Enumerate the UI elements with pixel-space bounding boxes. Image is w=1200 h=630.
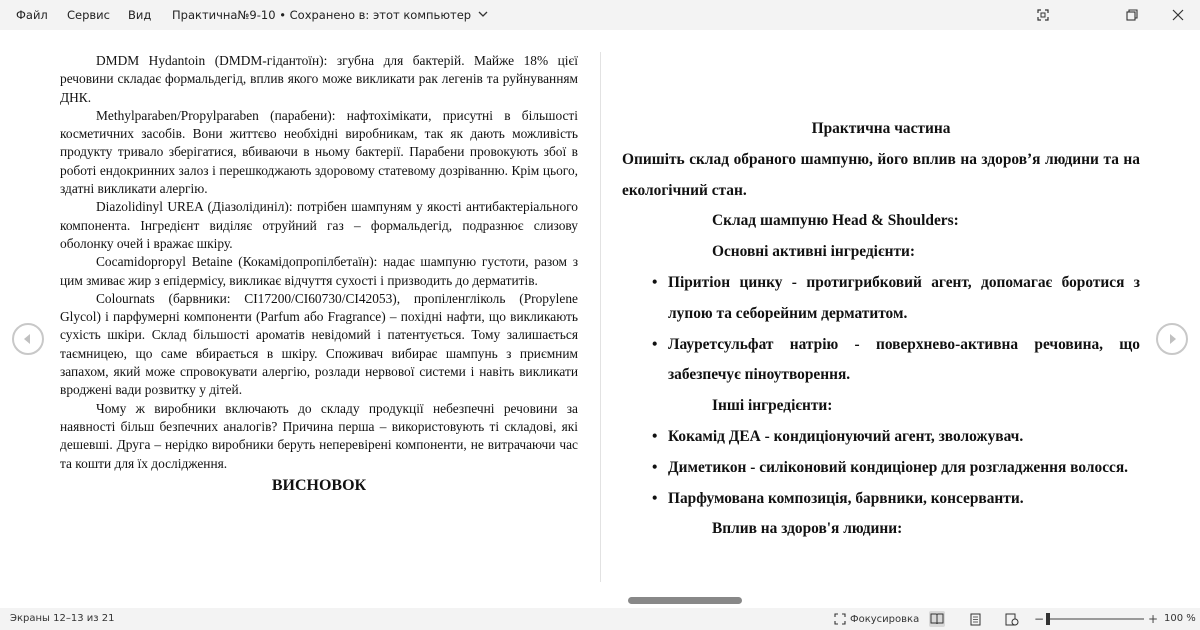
conclusion-heading: ВИСНОВОК [271, 476, 367, 494]
next-page-icon [1166, 333, 1178, 345]
list-item: • Піритіон цинку - протигрибковий агент, допомагає боротися з лупою та себорейним дерматитом. [654, 268, 1140, 330]
zoom-slider-track[interactable] [1046, 618, 1144, 620]
print-layout-button[interactable] [967, 611, 983, 627]
paragraph: Colournats (барвники: CI17200/CI60730/CI42053), пропіленгліколь (Propylene Glycol) і парфумерні компоненти (Parfum або Fragrance) – похідні нафти, що викликають сухість шкіри. Склад більшості ароматів невідомий і патентується. Тому залишається таємницею, що саме вбирається в шкіру. Споживач вибирає шампунь з приємним запахом, який може спровокувати алергію, розлади нервової системи і навіть викликати вроджені вади розвитку у дітей. [60, 290, 578, 398]
screen-counter: Экраны 12–13 из 21 [10, 613, 115, 624]
active-ingredients-list [622, 268, 1140, 391]
prev-page-icon [22, 333, 34, 345]
fullscreen-button[interactable] [1020, 0, 1066, 30]
next-page-button[interactable] [1156, 323, 1188, 355]
right-page [622, 114, 1140, 545]
document-title-text: Практична№9-10 • Сохранено в: этот компьютер [172, 8, 472, 22]
close-icon [1172, 9, 1184, 21]
other-ingredients-list [622, 422, 1140, 514]
list-item: • Кокамід ДЕА - кондиціонуючий агент, зволожувач. [654, 422, 1140, 453]
prev-page-button[interactable] [12, 323, 44, 355]
print-layout-icon [970, 613, 981, 626]
status-bar [0, 608, 1200, 630]
document-view [0, 30, 1200, 596]
section-heading: Практична частина [811, 120, 951, 137]
paragraph: Diazolidinyl UREA (Діазолідиніл): потрібен шампуням у якості антибактеріального компонента. Інгредієнт виділяє отруйний газ – формальдегід, подразнює слизову оболонку очей і вражає шкіру. [60, 199, 578, 251]
list-item: • Парфумована композиція, барвники, консерванти. [654, 484, 1140, 515]
read-mode-icon [930, 613, 944, 625]
web-layout-button[interactable] [1004, 611, 1020, 627]
title-bar [0, 0, 1200, 30]
paragraph: DMDM Hydantoin (DMDM-гідантоїн): згубна для бактерій. Майже 18% цієї речовини складає формальдегід, вплив якого може викликати рак легенів та руйнуванням ДНК. [60, 53, 578, 105]
paragraph: Methylparaben/Propylparaben (парабени): нафтохімікати, присутні в більшості косметичних засобів. Вони життєво необхідні виробникам, так як дають можливість продукту тривало зберігатися, вбиваючи в ньому бактерії. Парабени провокують збої в роботі ендокринних залоз і перешкоджають здоровому статевому дозріванню. Крім цього, здатні викликати алергію. [60, 107, 578, 197]
active-ingredients-title: Основні активні інгредієнти: [712, 243, 916, 261]
task-text: Опишіть склад обраного шампуню, його вплив на здоров’я людини та на екологічний стан. [622, 150, 1140, 199]
horizontal-scrollbar[interactable] [628, 597, 742, 604]
composition-title: Склад шампуню Head & Shoulders: [712, 212, 959, 230]
paragraph: Cocamidopropyl Betaine (Кокамідопропілбетаїн): надає шампуню густоти, разом з цим змиває жир з епідермісу, викликає відчуття сухості і призводить до дерматитів. [60, 254, 578, 288]
restore-window-button[interactable] [1109, 0, 1155, 30]
page-divider [600, 52, 601, 582]
document-title[interactable] [172, 0, 488, 30]
paragraph: Чому ж виробники включають до складу продукції небезпечні речовини за наявності більш безпечних аналогів? Причина перша – використовують ті складові, які дешевші. Друга – нерідко виробники беруть неперевірені компоненти, не витрачаючи час та кошти для їх дослідження. [60, 400, 578, 471]
web-layout-icon [1005, 613, 1019, 626]
read-mode-button[interactable] [929, 611, 945, 627]
zoom-level[interactable]: 100 % [1164, 613, 1196, 624]
focus-label: Фокусировка [850, 613, 920, 625]
chevron-down-icon [478, 9, 488, 19]
restore-window-icon [1126, 9, 1138, 21]
zoom-slider-thumb[interactable] [1046, 613, 1050, 625]
health-impact-title: Вплив на здоров'я людини: [712, 520, 903, 538]
other-ingredients-title: Інші інгредієнти: [712, 397, 833, 415]
list-item: • Диметикон - силіконовий кондиціонер для розгладження волосся. [654, 453, 1140, 484]
close-button[interactable] [1155, 0, 1200, 30]
zoom-in-button[interactable]: + [1148, 612, 1159, 626]
fullscreen-icon [1037, 9, 1049, 21]
left-page [60, 52, 578, 495]
menu-service[interactable]: Сервис [67, 8, 110, 22]
menu-view[interactable]: Вид [128, 8, 152, 22]
zoom-out-button[interactable]: − [1034, 612, 1045, 626]
focus-icon [834, 613, 846, 625]
list-item: • Лауретсульфат натрію - поверхнево-активна речовина, що забезпечує піноутворення. [654, 330, 1140, 392]
menu-file[interactable]: Файл [16, 8, 48, 22]
focus-button[interactable] [834, 608, 919, 630]
